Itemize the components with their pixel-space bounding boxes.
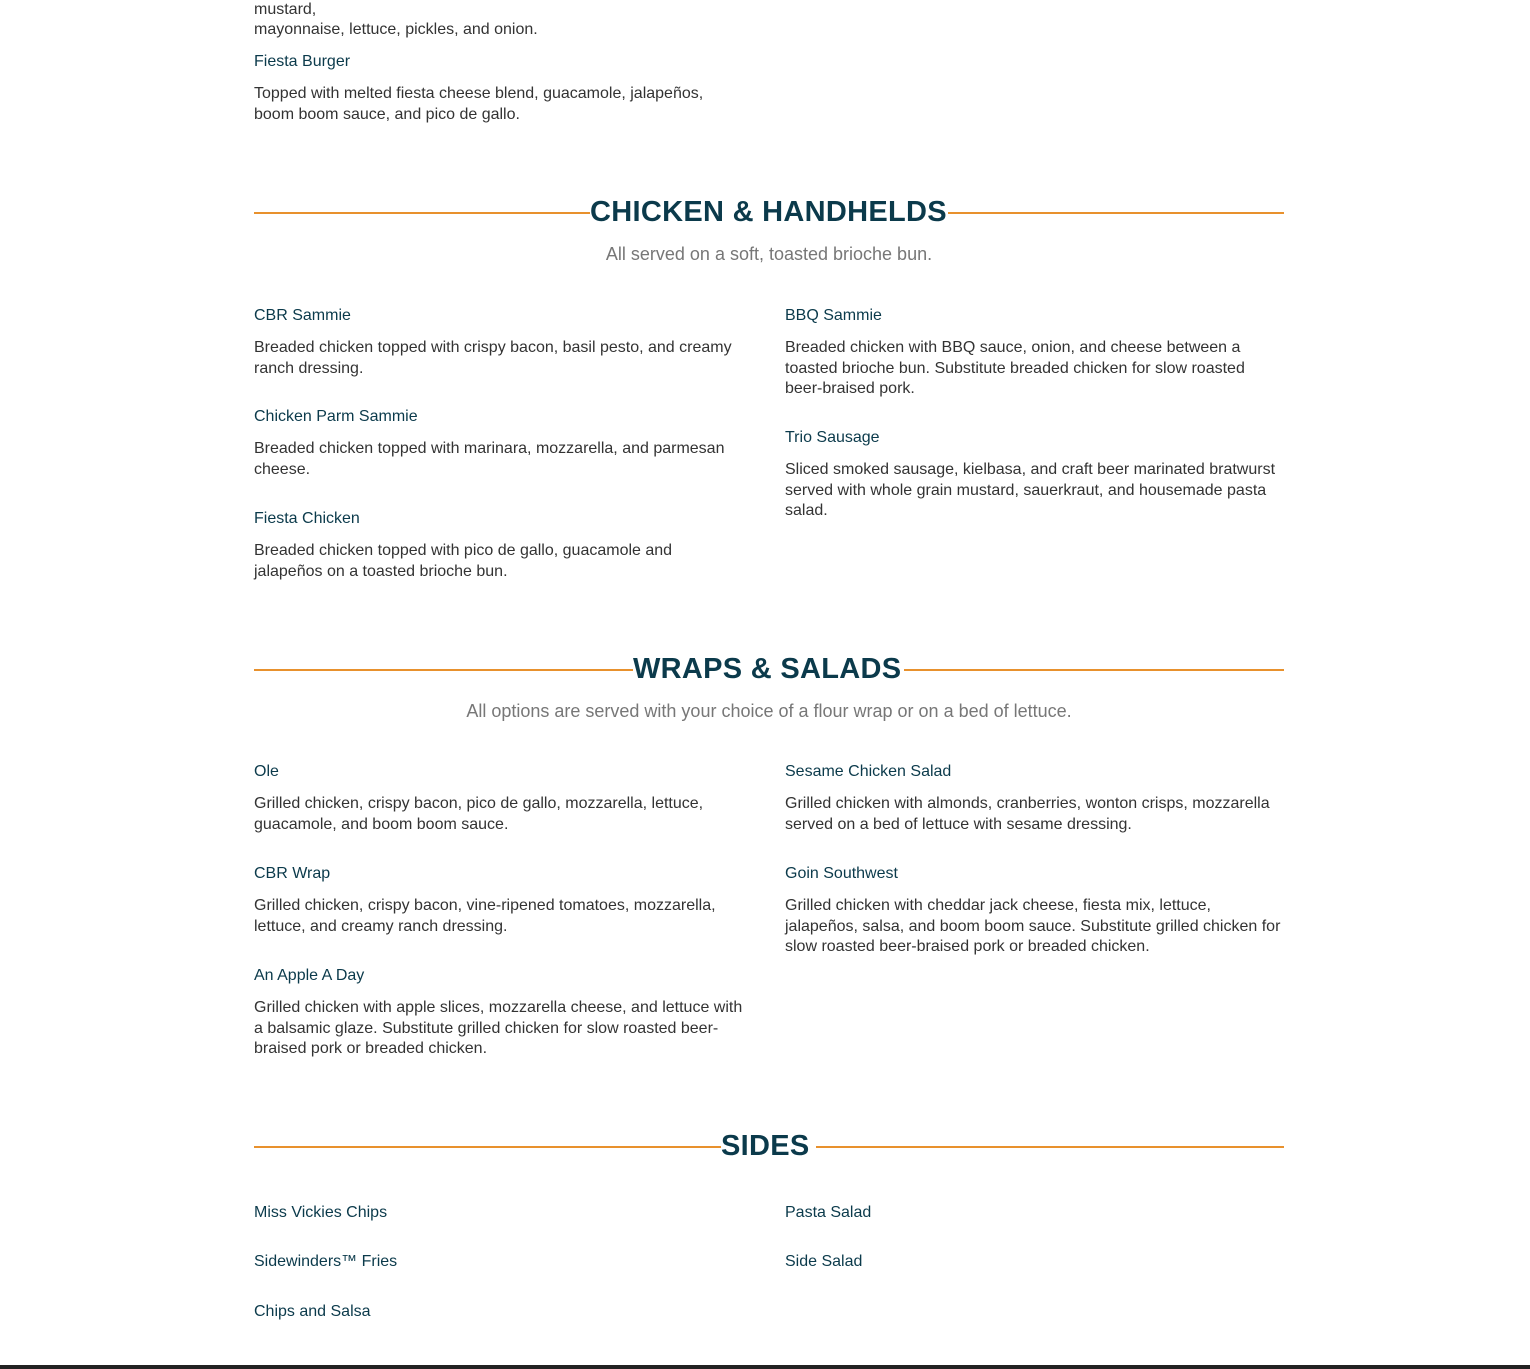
burger-item-partial-left bbox=[254, 0, 744, 41]
item-description: Grilled chicken, crispy bacon, pico de gallo, mozzarella, lettuce, guacamole, and boom boom sauce. bbox=[254, 795, 704, 833]
item-name: An Apple A Day bbox=[254, 967, 365, 984]
section-title: CHICKEN & HANDHELDS bbox=[590, 196, 947, 228]
menu-item-trio-sausage bbox=[785, 428, 1284, 522]
section-subtitle: All options are served with your choice of a flour wrap or on a bed of lettuce. bbox=[466, 701, 1072, 721]
section-divider-right bbox=[816, 1146, 1284, 1148]
item-description: Grilled chicken with cheddar jack cheese, fiesta mix, lettuce, jalapeños, salsa, and boom boom sauce. Substitute grilled chicken for slow roasted beer-braised pork or breaded chicken. bbox=[785, 897, 1281, 955]
item-name: Fiesta Burger bbox=[254, 53, 351, 70]
item-name: Chips and Salsa bbox=[254, 1303, 371, 1320]
item-name: Sidewinders™ Fries bbox=[254, 1253, 398, 1270]
menu-item-cbr-wrap bbox=[254, 864, 744, 937]
item-name: CBR Sammie bbox=[254, 307, 351, 324]
item-name: Goin Southwest bbox=[785, 865, 898, 882]
item-name: Miss Vickies Chips bbox=[254, 1204, 388, 1221]
item-description: Topped with melted fiesta cheese blend, guacamole, jalapeños, boom boom sauce, and pico de gallo. bbox=[254, 85, 704, 123]
item-description: Breaded chicken topped with marinara, mozzarella, and parmesan cheese. bbox=[254, 440, 725, 478]
menu-item-bbq-sammie bbox=[785, 306, 1284, 400]
side-item-side-salad bbox=[785, 1252, 1284, 1272]
item-description: Grilled chicken with apple slices, mozzarella cheese, and lettuce with a balsamic glaze. Substitute grilled chicken for slow roasted beer-braised pork or breaded chicken. bbox=[254, 999, 743, 1057]
section-header-chicken bbox=[254, 192, 1284, 232]
item-name: Fiesta Chicken bbox=[254, 510, 360, 527]
item-description: Breaded chicken topped with crispy bacon, basil pesto, and creamy ranch dressing. bbox=[254, 339, 732, 377]
section-divider-left bbox=[254, 212, 590, 214]
item-description: Grilled chicken, crispy bacon, vine-ripened tomatoes, mozzarella, lettuce, and creamy ranch dressing. bbox=[254, 897, 716, 935]
item-name: BBQ Sammie bbox=[785, 307, 882, 324]
menu-item-chicken-parm-sammie bbox=[254, 407, 744, 480]
section-divider-left bbox=[254, 1146, 721, 1148]
item-description: Sliced smoked sausage, kielbasa, and craft beer marinated bratwurst served with whole grain mustard, sauerkraut, and housemade pasta salad. bbox=[785, 461, 1276, 519]
menu-item-ole bbox=[254, 762, 744, 835]
section-subtitle: All served on a soft, toasted brioche bun. bbox=[605, 244, 933, 264]
section-divider-right bbox=[904, 669, 1284, 671]
menu-item-an-apple-a-day bbox=[254, 966, 744, 1060]
section-title: SIDES bbox=[721, 1130, 810, 1162]
section-divider-left bbox=[254, 669, 633, 671]
item-description: mayonnaise, lettuce, pickles, and onion. bbox=[254, 21, 538, 38]
side-item-sidewinders-fries bbox=[254, 1252, 744, 1272]
item-description: Breaded chicken with BBQ sauce, onion, and cheese between a toasted brioche bun. Substitute breaded chicken for slow roasted beer-braised pork. bbox=[785, 339, 1245, 397]
item-description: Breaded chicken topped with pico de gallo, guacamole and jalapeños on a toasted brioche bun. bbox=[254, 542, 673, 580]
side-item-miss-vickies-chips bbox=[254, 1203, 744, 1223]
menu-item-fiesta-chicken bbox=[254, 509, 744, 582]
item-name: Pasta Salad bbox=[785, 1204, 872, 1221]
item-name: Side Salad bbox=[785, 1253, 863, 1270]
item-description: Grilled chicken with almonds, cranberries, wonton crisps, mozzarella served on a bed of lettuce with sesame dressing. bbox=[785, 795, 1270, 833]
menu-item-sesame-chicken-salad bbox=[785, 762, 1284, 835]
section-header-wraps bbox=[254, 649, 1284, 689]
item-name: Trio Sausage bbox=[785, 429, 880, 446]
section-title: WRAPS & SALADS bbox=[633, 653, 902, 685]
item-name: CBR Wrap bbox=[254, 865, 331, 882]
menu-item-fiesta-burger bbox=[254, 52, 744, 125]
side-item-chips-and-salsa bbox=[254, 1302, 744, 1322]
menu-item-goin-southwest bbox=[785, 864, 1284, 958]
item-name: Chicken Parm Sammie bbox=[254, 408, 418, 425]
footer-edge bbox=[0, 1365, 1530, 1369]
item-name: Sesame Chicken Salad bbox=[785, 763, 952, 780]
menu-item-cbr-sammie bbox=[254, 306, 744, 379]
item-description: mustard, bbox=[254, 0, 317, 18]
section-divider-right bbox=[948, 212, 1284, 214]
section-header-sides bbox=[254, 1126, 1284, 1166]
side-item-pasta-salad bbox=[785, 1203, 1284, 1223]
item-name: Ole bbox=[254, 763, 279, 780]
